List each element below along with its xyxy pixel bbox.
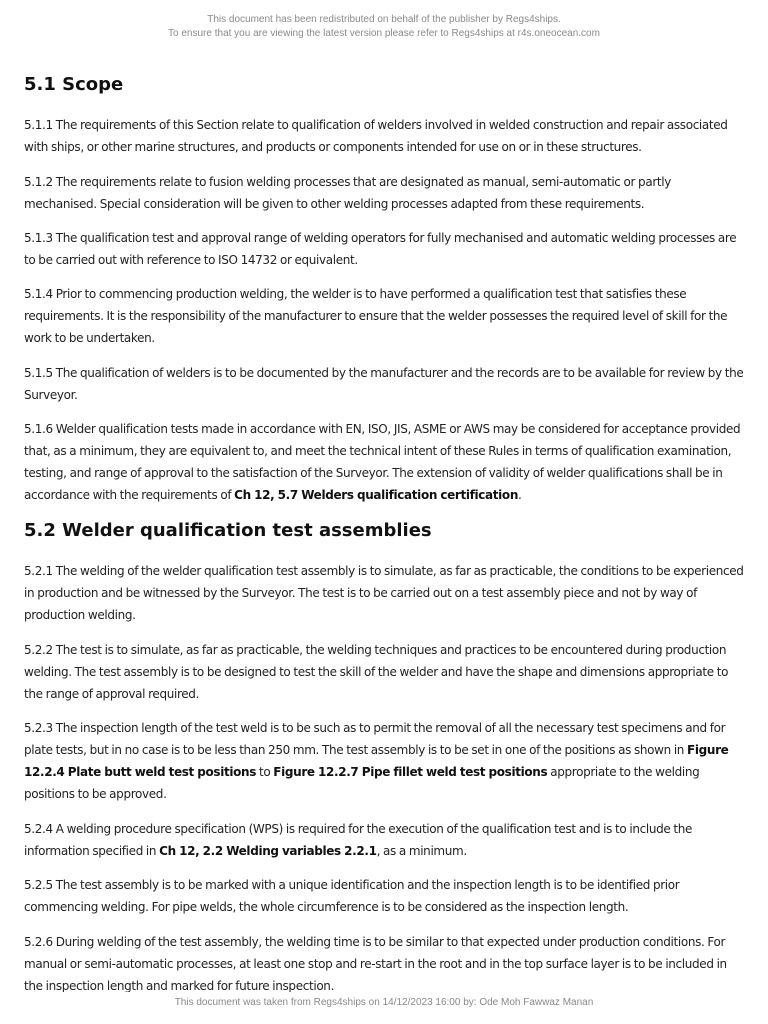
download-footer: This document was taken from Regs4ships on 14/12/2023 16:00 by: Ode Moh Fawwaz Manan: [0, 996, 768, 1010]
clause-5-2-2: 5.2.2 The test is to simulate, as far as practicable, the welding techniques and practices to be encountered during production welding. The test assembly is to be designed to test the skill of the welder and have the shape and dimensions appropriate to the range of approval required.: [24, 643, 729, 701]
crossref-link[interactable]: Ch 12, 2.2 Welding variables 2.2.1: [159, 844, 377, 858]
clause-5-1-3: 5.1.3 The qualification test and approval range of welding operators for fully mechanised and automatic welding processes are to be carried out with reference to ISO 14732 or equivalent.: [24, 231, 737, 267]
clause-5-1-4: 5.1.4 Prior to commencing production welding, the welder is to have performed a qualification test that satisfies these requirements. It is the responsibility of the manufacturer to ensure that the welder possesses the required level of skill for the work to be undertaken.: [24, 287, 728, 345]
notice-line-1: This document has been redistributed on behalf of the publisher by Regs4ships.: [207, 14, 561, 25]
clause-5-1-5: 5.1.5 The qualification of welders is to be documented by the manufacturer and the records are to be available for review by the Surveyor.: [24, 366, 744, 402]
crossref-link[interactable]: Ch 12, 5.7 Welders qualification certification: [234, 488, 519, 502]
clause-5-2-4: 5.2.4 A welding procedure specification (WPS) is required for the execution of the qualification test and is to include the information specified in Ch 12, 2.2 Welding variables 2.2.1, as a minimum.: [24, 822, 692, 858]
figure-link-plate-butt[interactable]: Figure 12.2.4 Plate butt weld test positions: [24, 743, 729, 779]
clause-5-2-1: 5.2.1 The welding of the welder qualification test assembly is to simulate, as far as practicable, the conditions to be experienced in production and be witnessed by the Surveyor. The test is to be carried out on a test assembly piece and not by way of production welding.: [24, 564, 744, 622]
section-heading-5-1: 5.1 Scope: [24, 74, 124, 95]
clause-5-1-6: 5.1.6 Welder qualification tests made in accordance with EN, ISO, JIS, ASME or AWS may be considered for acceptance provided that, as a minimum, they are equivalent to, and meet the technical intent of these Rules in terms of qualification examination, testing, and range of approval to the satisfaction of the Surveyor. The extension of validity of welder qualifications shall be in accordance with the requirements of Ch 12, 5.7 Welders qualification certification.: [24, 422, 741, 502]
section-heading-5-2: 5.2 Welder qualification test assemblies: [24, 520, 432, 541]
document-body: [24, 0, 746, 992]
clause-5-2-5: 5.2.5 The test assembly is to be marked with a unique identification and the inspection length is to be identified prior commencing welding. For pipe welds, the whole circumference is to be considered as the inspection length.: [24, 878, 680, 914]
notice-line-2: To ensure that you are viewing the latest version please refer to Regs4ships at r4s.oneocean.com: [168, 28, 600, 39]
clause-5-2-6: 5.2.6 During welding of the test assembly, the welding time is to be similar to that expected under production conditions. For manual or semi-automatic processes, at least one stop and re-start in the root and in the top surface layer is to be included in the inspection length and marked for future inspection.: [24, 935, 727, 992]
clause-5-1-2: 5.1.2 The requirements relate to fusion welding processes that are designated as manual, semi-automatic or partly mechanised. Special consideration will be given to other welding processes adapted from these requirements.: [24, 175, 672, 211]
figure-link-pipe-fillet[interactable]: Figure 12.2.7 Pipe fillet weld test positions: [273, 765, 548, 779]
clause-5-1-1: 5.1.1 The requirements of this Section relate to qualification of welders involved in welded construction and repair associated with ships, or other marine structures, and products or components intended for use on or in these structures.: [24, 118, 728, 154]
clause-5-2-3: 5.2.3 The inspection length of the test weld is to be such as to permit the removal of all the necessary test specimens and for plate tests, but in no case is to be less than 250 mm. The test assembly is to be set in one of the positions as shown in Figure 12.2.4 Plate butt weld test positions to Figure 12.2.7 Pipe fillet weld test positions appropriate to the welding positions to be approved.: [24, 721, 729, 801]
